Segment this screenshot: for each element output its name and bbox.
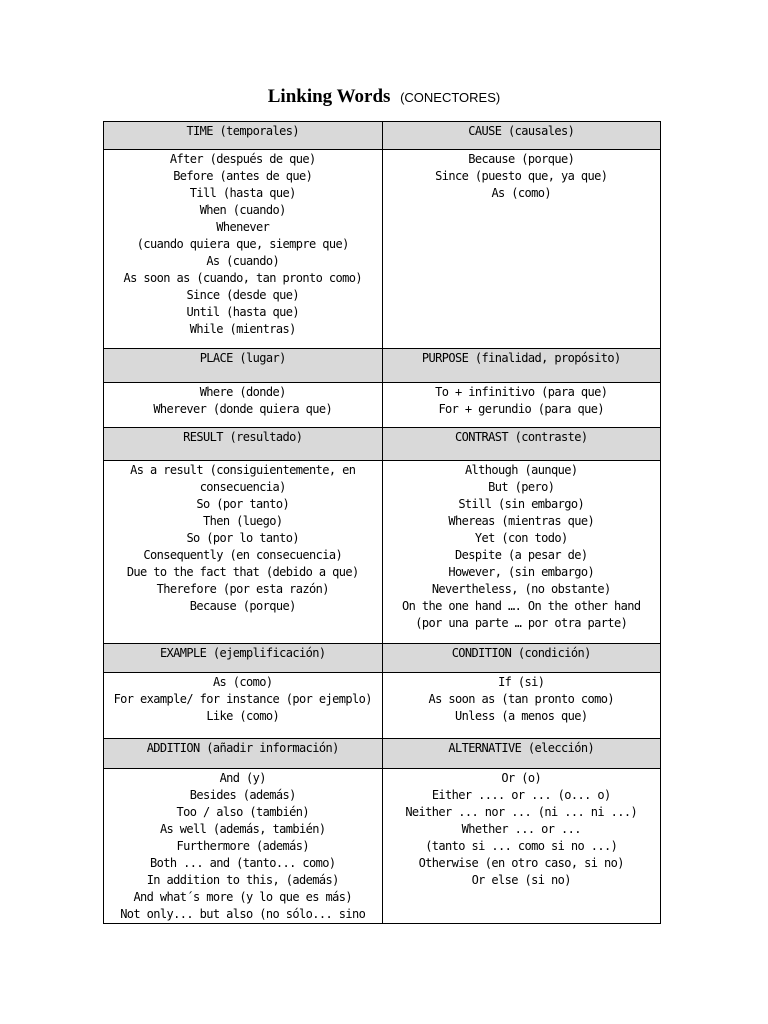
linking-word-item: For + gerundio (para que): [438, 402, 605, 416]
section-header-row: [104, 349, 661, 383]
linking-word-item: Therefore (por esta razón): [156, 582, 329, 596]
linking-word-item: Because (porque): [189, 599, 296, 613]
linking-word-item: For example/ for instance (por ejemplo): [113, 692, 372, 706]
linking-word-item: As (como): [491, 186, 552, 200]
section-body-row: [104, 769, 661, 924]
page-title-main: Linking Words: [267, 86, 391, 107]
category-header: ADDITION (añadir información): [104, 739, 383, 769]
linking-word-item: Whereas (mientras que): [448, 514, 595, 528]
linking-word-item: Wherever (donde quiera que): [153, 402, 333, 416]
linking-word-item: Either .... or ... (o... o): [431, 788, 611, 802]
linking-word-item: Although (aunque): [464, 463, 578, 477]
section-header-row: [104, 428, 661, 461]
linking-word-item: On the one hand …. On the other hand: [402, 599, 641, 613]
category-items: [104, 461, 383, 644]
linking-word-item: To + infinitivo (para que): [435, 385, 608, 399]
linking-word-item: Furthermore (además): [176, 839, 309, 853]
linking-word-item: As (como): [212, 675, 273, 689]
linking-word-item: Due to the fact that (debido a que): [126, 565, 359, 579]
linking-word-item: Consequently (en consecuencia): [143, 548, 343, 562]
linking-word-item: And (y): [219, 771, 266, 785]
linking-word-item: (por una parte … por otra parte): [415, 616, 628, 630]
linking-word-item: Or else (si no): [471, 873, 571, 887]
category-items: [104, 150, 383, 349]
linking-word-item: (cuando quiera que, siempre que): [136, 237, 349, 251]
linking-word-item: Before (antes de que): [173, 169, 313, 183]
linking-word-item: (tanto si ... como si no ...): [425, 839, 618, 853]
page-title: [0, 84, 768, 111]
linking-word-item: Whenever: [216, 220, 270, 234]
linking-word-item: As soon as (tan pronto como): [428, 692, 614, 706]
linking-word-item: Besides (además): [189, 788, 296, 802]
section-body-row: [104, 461, 661, 644]
section-header-row: [104, 739, 661, 769]
linking-word-item: As (cuando): [206, 254, 280, 268]
category-items: [104, 769, 383, 924]
category-header: PLACE (lugar): [104, 349, 383, 383]
category-header: CAUSE (causales): [382, 122, 661, 150]
section-body-row: [104, 673, 661, 739]
linking-word-item: Not only... but also (no sólo... sino: [120, 907, 366, 921]
section-header-row: [104, 122, 661, 150]
category-items: [382, 769, 661, 924]
linking-word-item: Like (como): [206, 709, 280, 723]
linking-word-item: As a result (consiguientemente, en: [130, 463, 356, 477]
section-body-row: [104, 383, 661, 428]
category-items: [382, 673, 661, 739]
category-header: CONTRAST (contraste): [382, 428, 661, 461]
linking-word-item: Or (o): [501, 771, 542, 785]
linking-word-item: consecuencia): [199, 480, 286, 494]
linking-word-item: While (mientras): [189, 322, 296, 336]
category-header: ALTERNATIVE (elección): [382, 739, 661, 769]
category-items: [382, 150, 661, 349]
section-header-row: [104, 644, 661, 673]
category-header: EXAMPLE (ejemplificación): [104, 644, 383, 673]
section-body-row: [104, 150, 661, 349]
linking-word-item: Despite (a pesar de): [455, 548, 588, 562]
category-header: TIME (temporales): [104, 122, 383, 150]
category-items: [104, 383, 383, 428]
category-items: [382, 383, 661, 428]
linking-word-item: Until (hasta que): [186, 305, 300, 319]
linking-word-item: Because (porque): [468, 152, 575, 166]
linking-word-item: Since (desde que): [186, 288, 300, 302]
linking-word-item: Till (hasta que): [189, 186, 296, 200]
linking-word-item: If (si): [498, 675, 545, 689]
linking-word-item: Unless (a menos que): [455, 709, 588, 723]
linking-word-item: In addition to this, (además): [146, 873, 339, 887]
linking-word-item: Then (luego): [203, 514, 283, 528]
linking-word-item: Nevertheless, (no obstante): [431, 582, 611, 596]
category-items: [104, 673, 383, 739]
linking-word-item: So (por lo tanto): [186, 531, 300, 545]
linking-word-item: So (por tanto): [196, 497, 290, 511]
linking-word-item: Still (sin embargo): [458, 497, 585, 511]
category-header: CONDITION (condición): [382, 644, 661, 673]
linking-word-item: As soon as (cuando, tan pronto como): [123, 271, 362, 285]
linking-word-item: Both ... and (tanto... como): [150, 856, 336, 870]
linking-word-item: However, (sin embargo): [448, 565, 595, 579]
linking-word-item: Yet (con todo): [474, 531, 568, 545]
linking-word-item: Too / also (también): [176, 805, 309, 819]
linking-word-item: And what´s more (y lo que es más): [133, 890, 353, 904]
linking-word-item: Neither ... nor ... (ni ... ni ...): [405, 805, 638, 819]
page-title-sub: (CONECTORES): [400, 90, 501, 105]
linking-word-item: But (pero): [488, 480, 555, 494]
linking-word-item: Since (puesto que, ya que): [435, 169, 608, 183]
linking-word-item: After (después de que): [169, 152, 316, 166]
linking-word-item: Where (donde): [199, 385, 286, 399]
linking-words-table: [103, 121, 661, 924]
category-header: RESULT (resultado): [104, 428, 383, 461]
category-header: PURPOSE (finalidad, propósito): [382, 349, 661, 383]
linking-word-item: When (cuando): [199, 203, 286, 217]
linking-word-item: Whether ... or ...: [461, 822, 581, 836]
linking-word-item: As well (además, también): [159, 822, 326, 836]
category-items: [382, 461, 661, 644]
linking-word-item: Otherwise (en otro caso, si no): [418, 856, 624, 870]
